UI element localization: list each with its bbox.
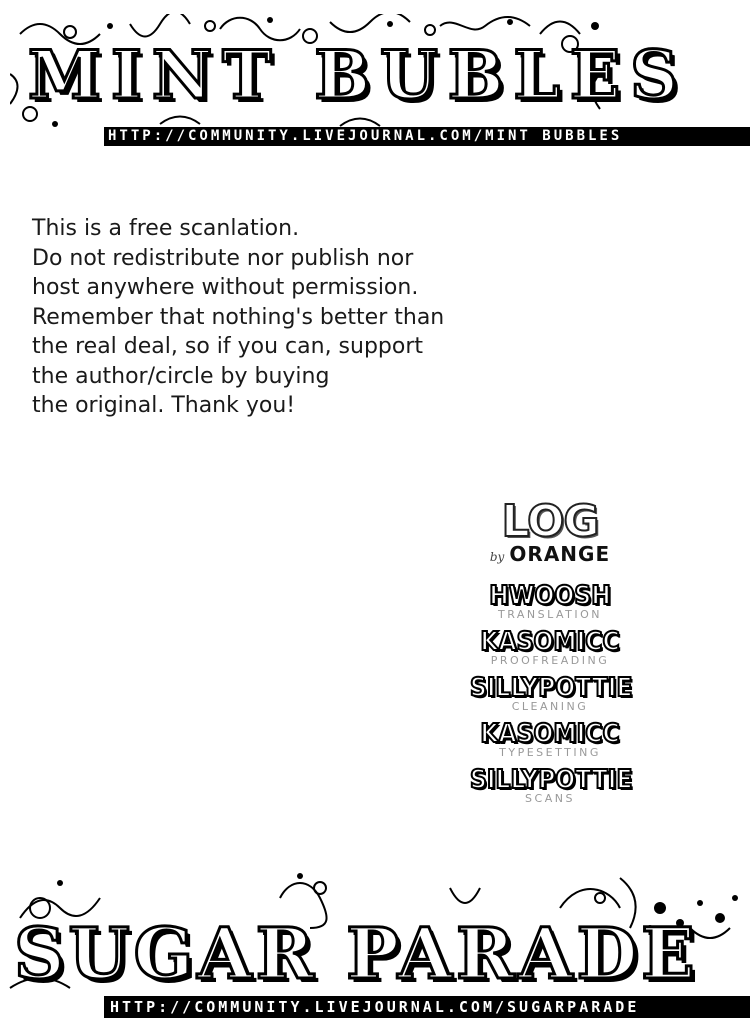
credit-name: KASOMICC [480, 627, 620, 657]
footer-url-bar[interactable]: HTTP://COMMUNITY.LIVEJOURNAL.COM/SUGARPARADE [104, 996, 750, 1018]
disclaimer-line: the author/circle by buying [32, 363, 330, 389]
credit-entry-translation [470, 582, 630, 622]
credit-entry-scans [470, 765, 633, 806]
credit-role: PROOFREADING [490, 654, 610, 667]
disclaimer-line: the original. Thank you! [32, 393, 296, 418]
credit-role: SCANS [525, 792, 575, 805]
disclaimer-line: This is a free scanlation. [32, 216, 300, 241]
credit-name: SILLYPOTTIE [470, 765, 633, 795]
credit-name: HWOOSH [489, 581, 611, 611]
work-author: ORANGE [509, 542, 611, 566]
footer-group-logo-title: SUGAR PARADE [14, 912, 699, 995]
group-logo-title: MINT BUBLES [28, 36, 688, 114]
disclaimer-line: Remember that nothing's better than [32, 304, 445, 330]
disclaimer-text-block [32, 214, 445, 421]
credit-name: KASOMICC [480, 719, 620, 749]
work-byline [470, 542, 630, 566]
group-url-bar[interactable]: HTTP://COMMUNITY.LIVEJOURNAL.COM/MINT BUBBLES [104, 127, 750, 146]
credit-entry-cleaning [470, 673, 633, 714]
credit-role: CLEANING [511, 700, 589, 713]
work-title: LOG [501, 496, 599, 547]
credit-role: TRANSLATION [497, 608, 603, 621]
credit-entry-typesetting [470, 720, 630, 760]
credit-entry-proofreading [470, 628, 630, 668]
disclaimer-line: Do not redistribute nor publish nor [32, 245, 414, 271]
disclaimer-line: the real deal, so if you can, support [32, 334, 424, 359]
credits-block [470, 496, 633, 812]
credit-role: TYPESETTING [499, 746, 601, 759]
disclaimer-line: host anywhere without permission. [32, 275, 419, 300]
credit-name: SILLYPOTTIE [470, 673, 633, 703]
by-label: by [489, 550, 505, 564]
